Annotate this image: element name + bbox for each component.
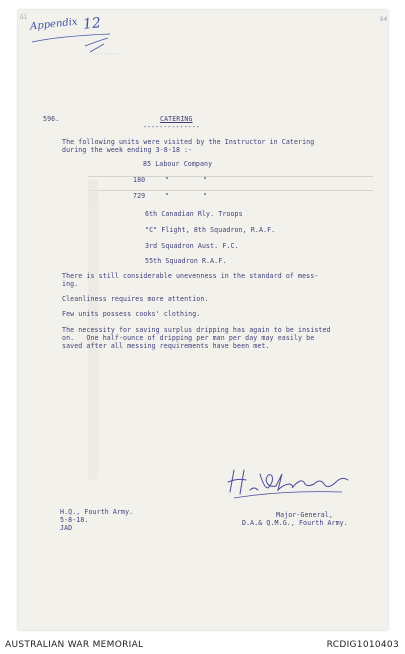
unit-line-3-number: 729 xyxy=(133,192,146,200)
unit-line-5: "C" Flight, 8th Squadron, R.A.F. xyxy=(145,226,276,234)
faint-rule xyxy=(88,190,373,191)
reference-number: 596. xyxy=(43,115,60,123)
document-page xyxy=(18,10,388,630)
signatory-title: D.A.& Q.M.G., Fourth Army. xyxy=(242,519,348,527)
paragraph-1-line-1: There is still considerable unevenness in the standard of mess- xyxy=(62,272,319,280)
corner-mark-left: G1 xyxy=(20,14,28,21)
appendix-label: Appendix xyxy=(29,16,79,33)
unit-line-2-number: 180 xyxy=(133,176,146,184)
intro-line-1: The following units were visited by the Instructor in Catering xyxy=(62,138,315,146)
paragraph-2: Cleanliness requires more attention. xyxy=(62,295,209,303)
hq-line-3: JAD xyxy=(60,524,73,532)
faint-rule xyxy=(88,176,373,177)
signatory-rank: Major-General, xyxy=(276,511,333,519)
corner-mark-right: 64 xyxy=(380,16,388,23)
unit-line-1: 85 Labour Company xyxy=(143,160,213,168)
unit-line-7: 55th Squadron R.A.F. xyxy=(145,257,227,265)
paragraph-4-line-3: saved after all messing requirements have been met. xyxy=(62,342,270,350)
faded-stamp: ........ xyxy=(92,49,121,56)
unit-line-4: 6th Canadian Rly. Troops xyxy=(145,210,243,218)
hq-line-1: H.Q., Fourth Army. xyxy=(60,508,134,516)
ditto-mark: " xyxy=(203,176,208,184)
heading-rule: -------------- xyxy=(143,123,200,131)
paragraph-4-line-1: The necessity for saving surplus dripping has again to be insisted xyxy=(62,326,331,334)
intro-line-2: during the week ending 3-8-18 :- xyxy=(62,146,193,154)
paragraph-1-line-2: ing. xyxy=(62,280,79,288)
handwritten-signature xyxy=(224,462,354,502)
footer-id: RCDIG1010403 xyxy=(326,640,399,650)
appendix-number: 12 xyxy=(82,15,102,33)
hq-line-2: 5-8-18. xyxy=(60,516,89,524)
paragraph-4-line-2: on. One half-ounce of dripping per man per day may easily be xyxy=(62,334,315,342)
paragraph-3: Few units possess cooks' clothing. xyxy=(62,310,201,318)
ditto-mark: " xyxy=(165,176,170,184)
footer-source: AUSTRALIAN WAR MEMORIAL xyxy=(5,640,144,650)
ditto-mark: " xyxy=(165,192,170,200)
unit-line-6: 3rd Squadron Aust. F.C. xyxy=(145,242,239,250)
ditto-mark: " xyxy=(203,192,208,200)
heading: CATERING xyxy=(160,115,193,123)
